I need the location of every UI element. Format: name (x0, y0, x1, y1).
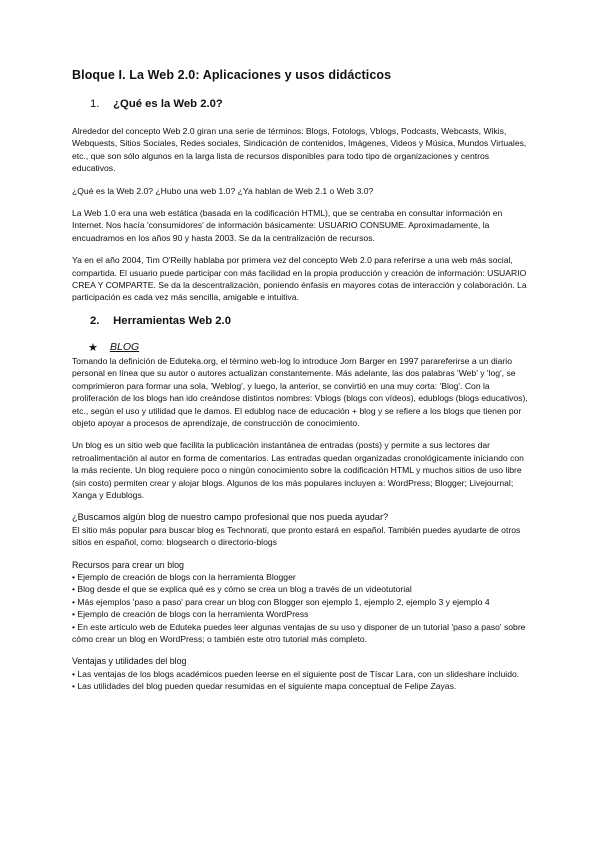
advantages-list (72, 668, 528, 693)
section1-paragraph: Alrededor del concepto Web 2.0 giran una serie de términos: Blogs, Fotologs, Vblogs, Podcasts, Webcasts, Wikis, Webquests, Sitios Sociales, Redes sociales, Sindicación de contenidos, Imágenes, Videos y Música, Mundos Virtuales, etc., que son sólo algunos en la larga lista de recursos disponibles para todo tipo de organizaciones y centros educativos. (72, 126, 527, 174)
section2-heading (72, 315, 528, 327)
blog-description-paragraph: Un blog es un sitio web que facilita la publicación instantánea de entradas (posts) y permite a sus lectores dar retroalimentación al autor en forma de comentarios. Las entradas quedan organizadas cronológicamente iniciando con la más reciente. Un blog requiere poco o ningún conocimiento sobre la codificación HTML y muchos sitios de uso libre (sin costo) permiten crear y alojar blogs. Algunos de los más populares incluyen a: WordPress; Blogger; Livejournal; Xanga y Edublogs. (72, 440, 524, 500)
list-item[interactable]: • Las utilidades del blog pueden quedar resumidas en el siguiente mapa conceptual de Felipe Zayas. (72, 681, 457, 692)
blog-subheading (72, 341, 528, 354)
blog-label: BLOG (110, 341, 140, 354)
section1-paragraph: Ya en el año 2004, Tim O'Reilly hablaba por primera vez del concepto Web 2.0 para referirse a una web más social, compartida. El usuario puede participar con más facilidad en la propia producción y creación de información: USUARIO CREA Y COMPARTE. Se da la descentralización, poniendo énfasis en mayores cotas de interacción y colaboración. La participación es cada vez más sencilla, amigable e intuitiva. (72, 255, 527, 303)
list-item[interactable]: • En este artículo web de Eduteka puedes leer algunas ventajas de su uso y disponer de un tutorial 'paso a paso' sobre cómo crear un blog en WordPress; o también este otro tutorial más completo. (72, 621, 526, 644)
star-icon: ★ (88, 341, 98, 354)
list-item[interactable]: • Blog desde el que se explica qué es y cómo se crea un blog a través de un videotutorial (72, 584, 412, 595)
section2-number: 2. (90, 314, 100, 327)
section1-number: 1. (90, 98, 100, 110)
document-page (72, 68, 528, 693)
section2-title: Herramientas Web 2.0 (113, 314, 231, 327)
list-item[interactable]: • Más ejemplos 'paso a paso' para crear un blog con Blogger son ejemplo 1, ejemplo 2, ejemplo 3 y ejemplo 4 (72, 596, 490, 607)
section1-paragraph: La Web 1.0 era una web estática (basada en la codificación HTML), que se centraba en consultar información en Internet. Nos hacía 'consumidores' de información básicamente: USUARIO CONSUME. Aproximadamente, la encuadramos en los años 90 y hasta 2003. Se da la centralización de recursos. (72, 208, 503, 243)
blog-search-question: ¿Buscamos algún blog de nuestro campo profesional que nos pueda ayudar? (72, 512, 389, 523)
document-title: Bloque I. La Web 2.0: Aplicaciones y usos didácticos (72, 68, 392, 82)
resources-title: Recursos para crear un blog (72, 559, 184, 570)
resources-list (72, 571, 528, 645)
section1-title: ¿Qué es la Web 2.0? (113, 98, 223, 110)
section1-heading (72, 98, 528, 110)
list-item[interactable]: • Ejemplo de creación de blogs con la herramienta WordPress (72, 609, 309, 620)
blog-search-paragraph: El sitio más popular para buscar blog es Technorati, que pronto estará en español. También puedes ayudarte de otros sitios en español, como: blogsearch o directorio-blogs (72, 524, 521, 548)
list-item[interactable]: • Las ventajas de los blogs académicos pueden leerse en el siguiente post de Tíscar Lara, con un slideshare incluido. (72, 668, 520, 679)
section1-questions: ¿Qué es la Web 2.0? ¿Hubo una web 1.0? ¿Ya hablan de Web 2.1 o Web 3.0? (72, 185, 374, 196)
blog-definition-paragraph: Tomando la definición de Eduteka.org, el término web-log lo introduce Jorn Barger en 1997 parareferirse a un diario personal en línea que su autor o autores actualizan constantemente. Más adelante, las dos palabras 'Web' y 'log', se comprimieron para formar una sola, 'Weblog', y luego, la anterior, se convirtió en una muy corta: 'Blog'. Con la proliferación de los blogs han ido creándose distintos nombres: Vblogs (blogs con vídeos), edublogs (blogs educativos), etc., según el uso y utilidad que le damos. El edublog nace de educación + blog y se refiere a los blogs que tienen por objeto apoyar a procesos de aprendizaje, de construcción de conocimiento. (72, 355, 528, 428)
list-item[interactable]: • Ejemplo de creación de blogs con la herramienta Blogger (72, 571, 296, 582)
advantages-title: Ventajas y utilidades del blog (72, 656, 187, 667)
